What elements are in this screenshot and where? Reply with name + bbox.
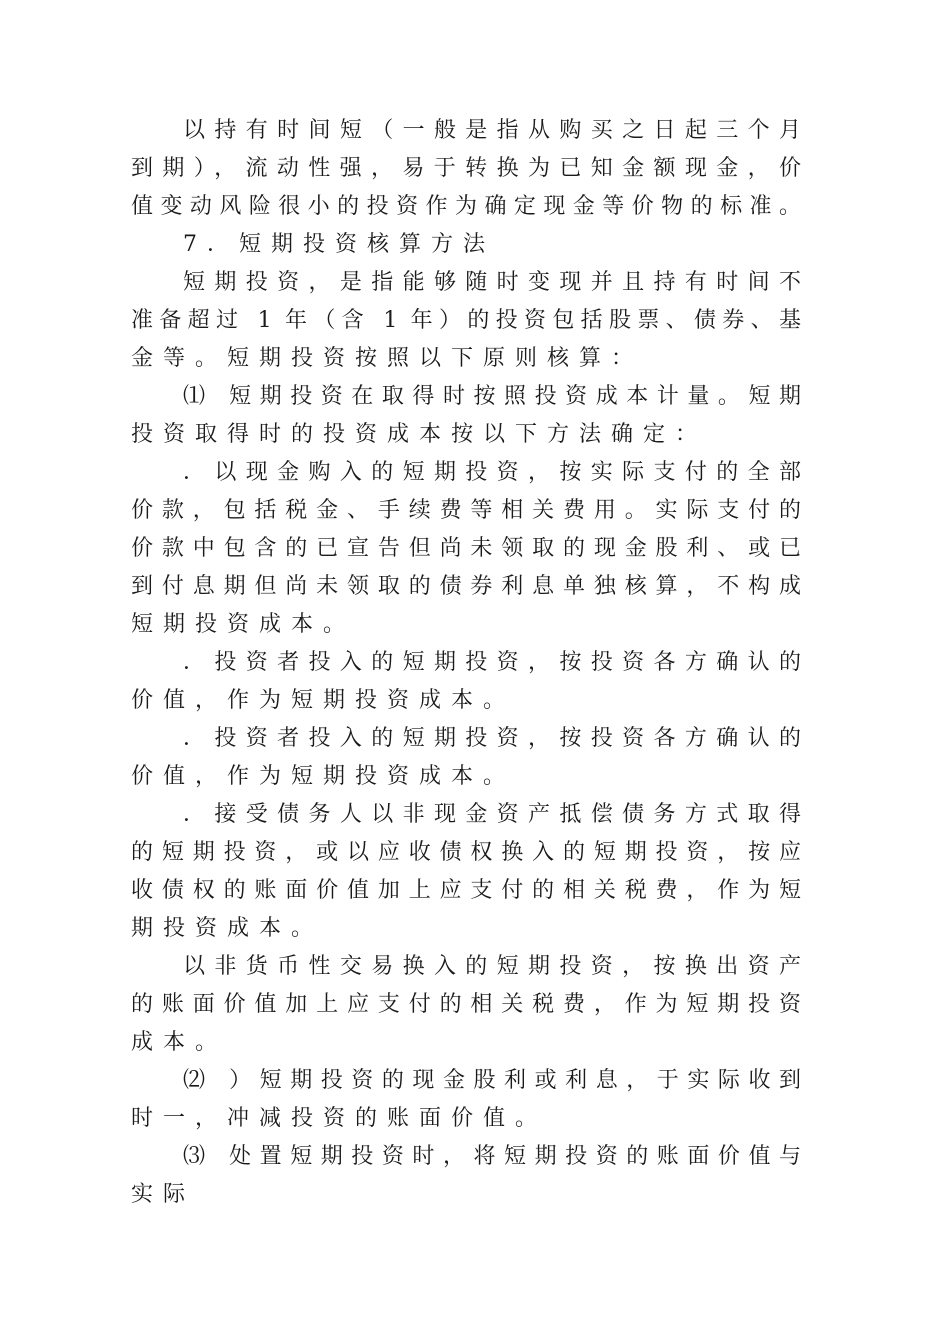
text-line: ．投资者投入的短期投资，按投资各方确认的 <box>183 726 801 751</box>
text-line: 金等。短期投资按照以下原则核算： <box>131 346 644 371</box>
text-line: ．投资者投入的短期投资，按投资各方确认的 <box>183 650 801 675</box>
text-line: 投资取得时的投资成本按以下方法确定： <box>131 422 708 447</box>
text-line: 收债权的账面价值加上应支付的相关税费，作为短 <box>131 878 801 903</box>
text-line: 短期投资成本。 <box>131 612 356 637</box>
text-line: 价款，包括税金、手续费等相关费用。实际支付的 <box>131 498 801 523</box>
text-line: 值变动风险很小的投资作为确定现金等价物的标准。 <box>131 194 801 219</box>
text-line: ⑶ 处置短期投资时，将短期投资的账面价值与 <box>183 1144 801 1169</box>
text-line: 成本。 <box>131 1030 228 1055</box>
text-line: ．接受债务人以非现金资产抵偿债务方式取得 <box>183 802 801 827</box>
text-line: ⑵ ）短期投资的现金股利或利息，于实际收到 <box>183 1068 801 1093</box>
text-line: 准备超过 1 年（含 1 年）的投资包括股票、债券、基 <box>131 308 801 333</box>
text-line: 的账面价值加上应支付的相关税费，作为短期投资 <box>131 992 801 1017</box>
text-line: 价值，作为短期投资成本。 <box>131 764 516 789</box>
text-line: 时一，冲减投资的账面价值。 <box>131 1106 548 1131</box>
text-line: ．以现金购入的短期投资，按实际支付的全部 <box>183 460 801 485</box>
text-line: ⑴ 短期投资在取得时按照投资成本计量。短期 <box>183 384 801 409</box>
text-line: 价值，作为短期投资成本。 <box>131 688 516 713</box>
section-heading: 7．短期投资核算方法 <box>183 232 495 257</box>
text-line: 期投资成本。 <box>131 916 324 941</box>
text-line: 的短期投资，或以应收债权换入的短期投资，按应 <box>131 840 801 865</box>
text-line: 到期），流动性强，易于转换为已知金额现金，价 <box>131 156 801 181</box>
text-line: 以持有时间短（一般是指从购买之日起三个月 <box>183 118 801 143</box>
text-line: 到付息期但尚未领取的债券利息单独核算，不构成 <box>131 574 801 599</box>
text-line: 以非货币性交易换入的短期投资，按换出资产 <box>183 954 801 979</box>
text-line: 短期投资，是指能够随时变现并且持有时间不 <box>183 270 801 295</box>
text-line: 实际 <box>131 1182 196 1207</box>
text-line: 价款中包含的已宣告但尚未领取的现金股利、或已 <box>131 536 801 561</box>
